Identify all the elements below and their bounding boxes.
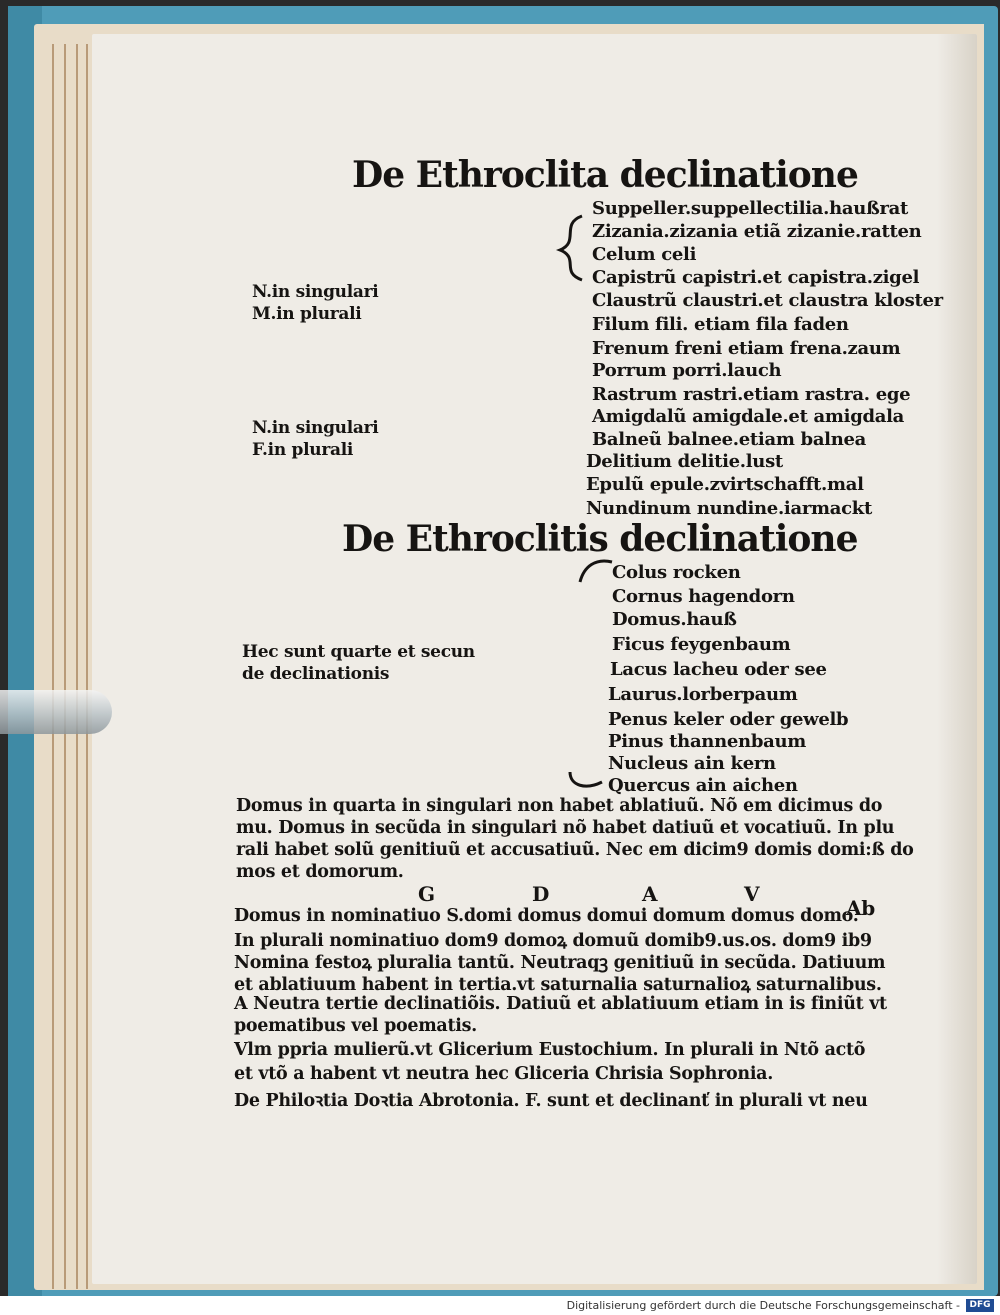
prose-line: et ablatiuum habent in tertia.vt saturnalia saturnalioꝝ saturnalibus.: [234, 975, 882, 995]
page-gutter-shadow: [937, 34, 977, 1284]
list-item: Rastrum rastri.etiam rastra. ege: [592, 384, 911, 405]
list-item: Zizania.zizania etiã zizanie.ratten: [592, 221, 922, 242]
heading-ethroclitis: De Ethroclitis declinatione: [342, 518, 858, 560]
book-page: [92, 34, 977, 1284]
page-edge-line: [76, 44, 78, 1289]
list-item: Balneũ balnee.etiam balnea: [592, 429, 867, 450]
list-item: Delitium delitie.lust: [586, 451, 783, 472]
prose-line: Nomina festoꝝ pluralia tantũ. Neutraqꝫ genitiuũ in secũda. Datiuum: [234, 953, 886, 973]
case-label: V: [744, 882, 760, 906]
heading-ethroclita: De Ethroclita declinatione: [352, 154, 858, 196]
margin-note: N.in singulari: [252, 418, 379, 438]
prose-line: A Neutra tertie declinatiõis. Datiuũ et ablatiuum etiam in is finiũt vt: [234, 994, 887, 1014]
list-item: Celum celi: [592, 244, 697, 265]
prose-line: Vlm ppria mulierũ.vt Glicerium Eustochium. In plurali in Ntõ actõ: [234, 1040, 866, 1060]
list-item: Ficus feygenbaum: [612, 634, 791, 655]
prose-line: Domus in quarta in singulari non habet ablatiuũ. Nõ em dicimus do: [236, 796, 883, 816]
list-item: Nundinum nundine.iarmackt: [586, 498, 872, 519]
list-item: Penus keler oder gewelb: [608, 709, 849, 730]
page-edge-line: [64, 44, 66, 1289]
margin-note: N.in singulari: [252, 282, 379, 302]
prose-line: rali habet solũ genitiuũ et accusatiuũ. Nec em dicim9 domis domi:ß do: [236, 840, 914, 860]
footer-credit: Digitalisierung gefördert durch die Deutsche Forschungsgemeinschaft -: [566, 1299, 960, 1312]
list-item: Pinus thannenbaum: [608, 731, 807, 752]
case-label: Ab: [846, 896, 875, 920]
page-edge-line: [86, 44, 88, 1289]
prose-line: mu. Domus in secũda in singulari nõ habet datiuũ et vocatiuũ. In plu: [236, 818, 895, 838]
list-item: Lacus lacheu oder see: [610, 659, 827, 680]
list-item: Colus rocken: [612, 562, 741, 583]
margin-note: Hec sunt quarte et secun: [242, 642, 475, 662]
list-item: Laurus.lorberpaum: [608, 684, 798, 705]
prose-line: poematibus vel poematis.: [234, 1016, 477, 1036]
list-item: Epulũ epule.zvirtschafft.mal: [586, 474, 864, 495]
list-item: Cornus hagendorn: [612, 586, 795, 607]
list-item: Porrum porri.lauch: [592, 360, 782, 381]
list-item: Nucleus ain kern: [608, 753, 776, 774]
list-item: Domus.hauß: [612, 609, 737, 630]
prose-line: De Philoꝛtia Doꝛtia Abrotonia. F. sunt et declinanť in plurali vt neu: [234, 1091, 868, 1111]
list-item: Claustrũ claustri.et claustra kloster: [592, 290, 943, 311]
list-item: Suppeller.suppellectilia.haußrat: [592, 198, 908, 219]
case-label: A: [642, 882, 658, 906]
list-item: Filum fili. etiam fila faden: [592, 314, 849, 335]
prose-line: et vtõ a habent vt neutra hec Gliceria Chrisia Sophronia.: [234, 1064, 774, 1084]
list-item: Quercus ain aichen: [608, 775, 798, 796]
margin-note: F.in plurali: [252, 440, 354, 460]
list-item: Frenum freni etiam frena.zaum: [592, 338, 901, 359]
brace-decoration: [566, 768, 606, 794]
list-item: Capistrũ capistri.et capistra.zigel: [592, 267, 920, 288]
prose-line: In plurali nominatiuo dom9 domoꝝ domuũ domib9.us.os. dom9 ib9: [234, 931, 872, 951]
prose-line: mos et domorum.: [236, 862, 404, 882]
margin-note: de declinationis: [242, 664, 390, 684]
case-label: D: [532, 882, 550, 906]
prose-line: Domus in nominatiuo S.domi domus domui domum domus domo.: [234, 906, 859, 926]
brace-decoration: [552, 214, 592, 284]
list-item: Amigdalũ amigdale.et amigdala: [592, 406, 905, 427]
footer-bar: [0, 1296, 1000, 1315]
dfg-logo: DFG: [966, 1299, 994, 1312]
case-label: G: [418, 882, 435, 906]
page-clip: [0, 690, 112, 734]
page-edge-line: [52, 44, 54, 1289]
brace-decoration: [576, 556, 616, 586]
margin-note: M.in plurali: [252, 304, 362, 324]
